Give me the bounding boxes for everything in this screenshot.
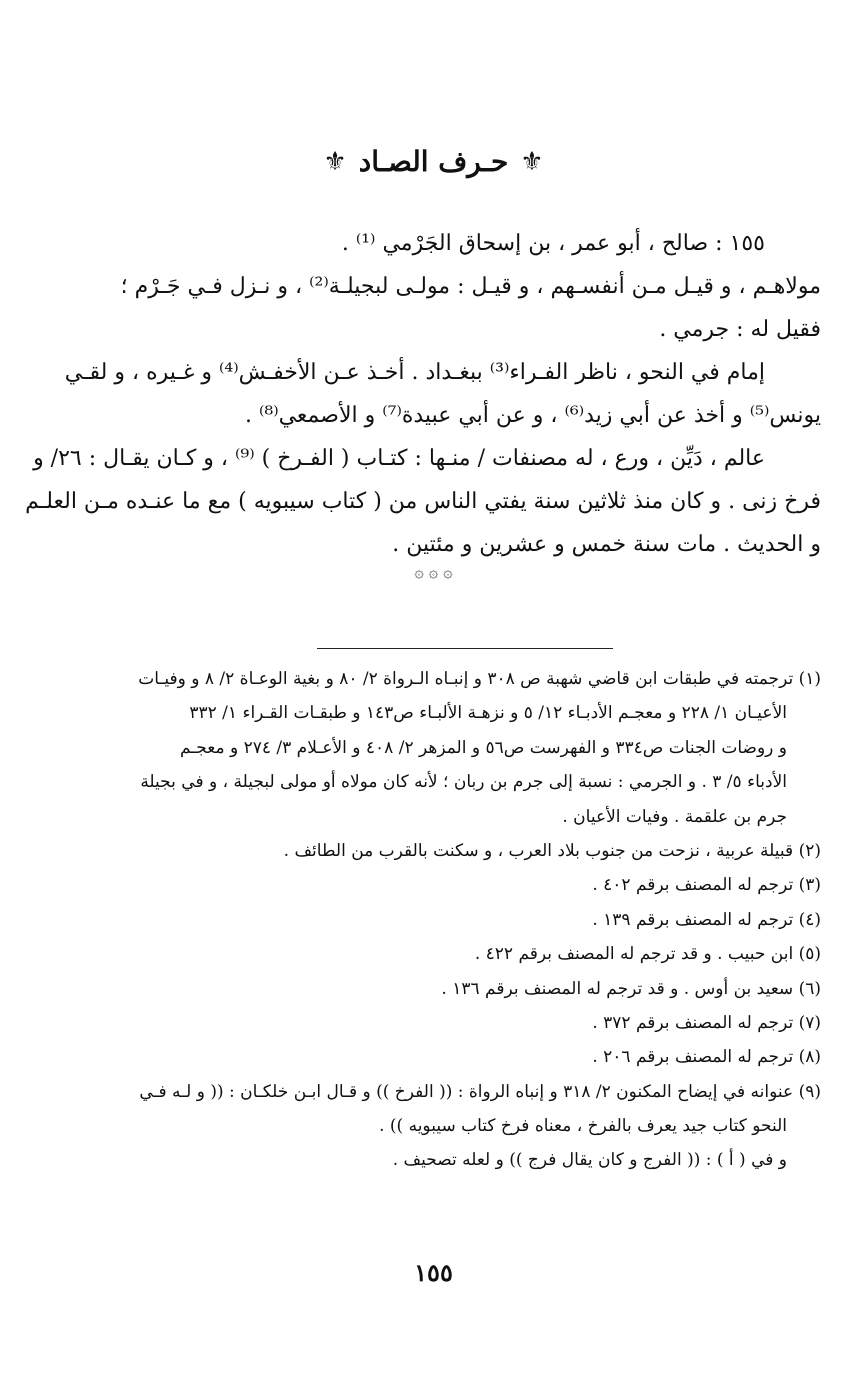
ornament-left-icon: ⚜ [323, 147, 347, 177]
footnotes [105, 662, 821, 1178]
page-number: ١٥٥ [414, 1258, 453, 1287]
footnote-line: (٩) عنوانه في إيضاح المكنون ٢/ ٣١٨ و إنباه الرواة : (( الفرخ )) و قـال ابـن خلكـان : (( و لـه فـي [139, 1081, 821, 1102]
section-heading [0, 142, 867, 182]
footnote-rule [317, 648, 613, 649]
body-line: إمام في النحو ، ناظر الفـراء⁽³⁾ ببغـداد . أخـذ عـن الأخفـش⁽⁴⁾ و غـيره ، و لقـي [64, 360, 765, 385]
separator-stars: ۞ ۞ ۞ [414, 562, 453, 581]
entry-body [25, 222, 821, 566]
footnote-line: (٦) سعيد بن أوس . و قد ترجم له المصنف برقم ١٣٦ . [441, 978, 821, 999]
footnote-line: و في ( أ ) : (( الفرج و كان يقال فرج )) و لعله تصحيف . [392, 1150, 787, 1171]
footnote-line: (١) ترجمته في طبقات ابن قاضي شهبة ص ٣٠٨ و إنبـاه الـرواة ٢/ ٨٠ و بغية الوعـاة ٢/ ٨ و وفيـات [138, 669, 821, 689]
body-line: عالم ، دَيِّن ، ورع ، له مصنفات / منـها : كتـاب ( الفـرخ ) ⁽⁹⁾ ، و كـان يقـال : ٢٦/ و [33, 446, 765, 471]
footnote-line: الأدباء ٥/ ٣ . و الجرمي : نسبة إلى جرم بن ربان ؛ لأنه كان مولاه أو مولى لبجيلة ، و في بجيلة [140, 772, 787, 793]
heading-title: حـرف الصـاد [358, 145, 509, 178]
ornament-right-icon: ⚜ [520, 147, 544, 177]
footnote-line: (٧) ترجم له المصنف برقم ٣٧٢ . [592, 1012, 821, 1033]
body-line: ١٥٥ : صالح ، أبو عمر ، بن إسحاق الجَرْمي ⁽¹⁾ . [341, 231, 765, 256]
footnote-line: النحو كتاب جيد يعرف بالفرخ ، معناه فرخ كتاب سيبويه )) . [379, 1116, 787, 1137]
body-line: فقيل له : جرمي . [659, 317, 821, 342]
footnote-line: جرم بن علقمة . وفيات الأعيان . [562, 806, 787, 827]
footnote-line: (٢) قبيلة عربية ، نزحت من جنوب بلاد العرب ، و سكنت بالقرب من الطائف . [283, 840, 821, 861]
footnote-line: (٨) ترجم له المصنف برقم ٢٠٦ . [592, 1047, 821, 1068]
footnote-line: (٣) ترجم له المصنف برقم ٤٠٢ . [592, 875, 821, 896]
footnote-line: و روضات الجنات ص٣٣٤ و الفهرست ص٥٦ و المزهر ٢/ ٤٠٨ و الأعـلام ٣/ ٢٧٤ و معجـم [179, 737, 787, 758]
footnote-line: الأعيـان ١/ ٢٢٨ و معجـم الأدبـاء ١٢/ ٥ و نزهـة الألبـاء ص١٤٣ و طبقـات القـراء ١/ ٣٣٢ [189, 703, 787, 724]
body-line: مولاهـم ، و قيـل مـن أنفسـهم ، و قيـل : مولـى لبجيلـة⁽²⁾ ، و نـزل فـي جَـرْم ؛ [120, 274, 821, 299]
footnote-line: (٥) ابن حبيب . و قد ترجم له المصنف برقم ٤٢٢ . [474, 944, 821, 965]
footnote-line: (٤) ترجم له المصنف برقم ١٣٩ . [592, 909, 821, 930]
body-line: و الحديث . مات سنة خمس و عشرين و مئتين . [392, 532, 821, 557]
body-line: يونس⁽⁵⁾ و أخذ عن أبي زيد⁽⁶⁾ ، و عن أبي عبيدة⁽⁷⁾ و الأصمعي⁽⁸⁾ . [244, 403, 821, 428]
body-line: فرخ زنى . و كان منذ ثلاثين سنة يفتي الناس من ( كتاب سيبويه ) مع ما عنـده مـن العلـم [25, 489, 821, 514]
